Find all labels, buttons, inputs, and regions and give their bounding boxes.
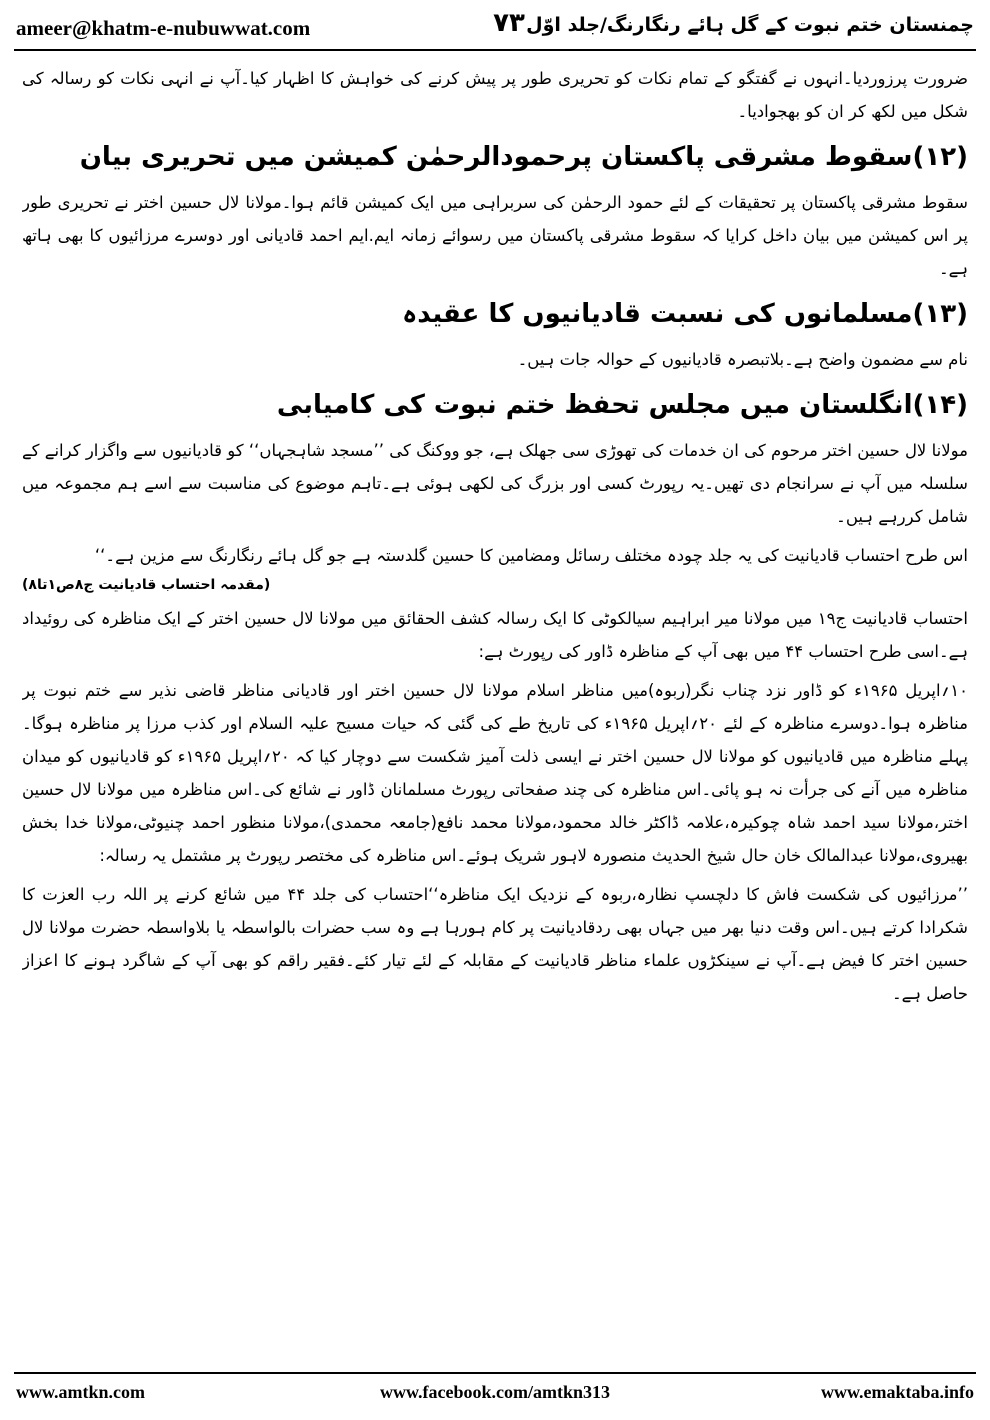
paragraph-7: ۱۰؍اپریل ۱۹۶۵ء کو ڈاور نزد چناب نگر(ربوہ)میں مناظر اسلام مولانا لال حسین اختر اور قادیانی مناظر قاضی نذیر سے ختم نبوت پر مناظرہ ہوا۔دوسرے مناظرہ کے لئے ۲۰؍اپریل ۱۹۶۵ء کی تاریخ طے کی گئی کہ حیات مسیح علیہ السلام اور کذب مرزا پر مناظرہ ہوگا۔پہلے مناظرہ میں قادیانیوں کو مولانا لال حسین اختر نے ایسی ذلت آمیز شکست سے دوچار کیا کہ ۲۰؍اپریل ۱۹۶۵ء کو قادیانیوں کو میدان مناظرہ میں آنے کی جرأت نہ ہو پائی۔اس مناظرہ کی چند صفحاتی رپورٹ مسلمانان ڈاور نے شائع کی۔اس مناظرہ میں مولانا لال حسین اختر،مولانا سید احمد شاہ چوکیرہ،علامہ ڈاکٹر خالد محمود،مولانا محمد نافع(جامعہ محمدی)،مولانا منظور احمد چنیوٹی،مولانا خدا بخش بھیروی،مولانا عبدالمالک خان حال شیخ الحدیث منصورہ لاہور شریک ہوئے۔اس مناظرہ کی مختصر رپورٹ پر مشتمل یہ رسالہ: <box>22 681 968 865</box>
page-number: ۷۳ <box>493 8 525 38</box>
paragraph-2: سقوط مشرقی پاکستان پر تحقیقات کے لئے حمود الرحمٰن کی سربراہی میں ایک کمیشن قائم ہوا۔مولانا لال حسین اختر نے تحریری طور پر اس کمیشن میں بیان داخل کرایا کہ سقوط مشرقی پاکستان میں رسوائے زمانہ ایم.ایم احمد قادیانی اور دوسرے مرزائیوں کا بھی ہاتھ ہے۔ <box>22 193 968 278</box>
paragraph-5: اس طرح احتساب قادیانیت کی یہ جلد چودہ مختلف رسائل ومضامین کا حسین گلدستہ ہے جو گل ہائے رنگارنگ سے مزین ہے۔‘‘ <box>94 546 968 565</box>
footer-link-amtkn[interactable]: www.amtkn.com <box>16 1382 145 1402</box>
paragraph-4: مولانا لال حسین اختر مرحوم کی ان خدمات کی تھوڑی سی جھلک ہے، جو ووکنگ کی ’’مسجد شاہجہاں‘‘ کو قادیانیوں سے واگزار کرانے کے سلسلہ میں آپ نے سرانجام دی تھیں۔یہ رپورٹ کسی اور بزرگ کی لکھی ہوئی ہے۔تاہم موضوع کی مناسبت سے اسے ہم مجموعہ میں شامل کررہے ہیں۔ <box>22 441 968 526</box>
header-email: ameer@khatm-e-nubuwwat.com <box>16 16 311 40</box>
page-header <box>14 6 976 46</box>
page-body <box>22 62 968 1362</box>
section-heading-14: (۱۴)انگلستان میں مجلس تحفظ ختم نبوت کی کامیابی <box>276 390 968 420</box>
citation-reference: (مقدمہ احتساب قادیانیت ج۸ص۱تا۸) <box>22 577 271 593</box>
paragraph-1: ضرورت پرزوردیا۔انہوں نے گفتگو کے تمام نکات کو تحریری طور پر پیش کرنے کی خواہش کا اظہار کیا۔آپ نے انہی نکات کو رسالہ کی شکل میں لکھ کر ان کو بھجوادیا۔ <box>22 69 968 121</box>
section-heading-13: (۱۳)مسلمانوں کی نسبت قادیانیوں کا عقیدہ <box>402 299 968 329</box>
footer-link-facebook[interactable]: www.facebook.com/amtkn313 <box>380 1382 610 1402</box>
footer-link-emaktaba[interactable]: www.emaktaba.info <box>820 1382 974 1402</box>
paragraph-8: ’’مرزائیوں کی شکست فاش کا دلچسپ نظارہ،ربوہ کے نزدیک ایک مناظرہ‘‘احتساب کی جلد ۴۴ میں شائع کرنے پر اللہ رب العزت کا شکرادا کرتے ہیں۔اس وقت دنیا بھر میں جہاں بھی ردقادیانیت پر کام ہورہا ہے وہ سب حضرات بالواسطہ یا بلاواسطہ حضرت مولانا لال حسین اختر کا فیض ہے۔آپ نے سینکڑوں علماء مناظر قادیانیت کے مقابلہ کے لئے تیار کئے۔فقیر راقم کو بھی آپ کے شاگرد ہونے کا اعزاز حاصل ہے۔ <box>22 885 968 1003</box>
page-footer <box>14 1382 976 1410</box>
paragraph-3: نام سے مضمون واضح ہے۔بلاتبصرہ قادیانیوں کے حوالہ جات ہیں۔ <box>517 350 968 369</box>
book-title: چمنستان ختم نبوت کے گل ہائے رنگارنگ/جلد اوّل <box>526 14 974 36</box>
header-divider <box>14 49 976 51</box>
footer-divider <box>14 1372 976 1374</box>
paragraph-6: احتساب قادیانیت ج۱۹ میں مولانا میر ابراہیم سیالکوٹی کا ایک رسالہ کشف الحقائق میں مولانا لال حسین اختر کے ایک مناظرہ کی روئیداد ہے۔اسی طرح احتساب ۴۴ میں بھی آپ کے مناظرہ ڈاور کی رپورٹ ہے: <box>22 609 968 661</box>
section-heading-12: (۱۲)سقوط مشرقی پاکستان پرحمودالرحمٰن کمیشن میں تحریری بیان <box>79 142 968 172</box>
